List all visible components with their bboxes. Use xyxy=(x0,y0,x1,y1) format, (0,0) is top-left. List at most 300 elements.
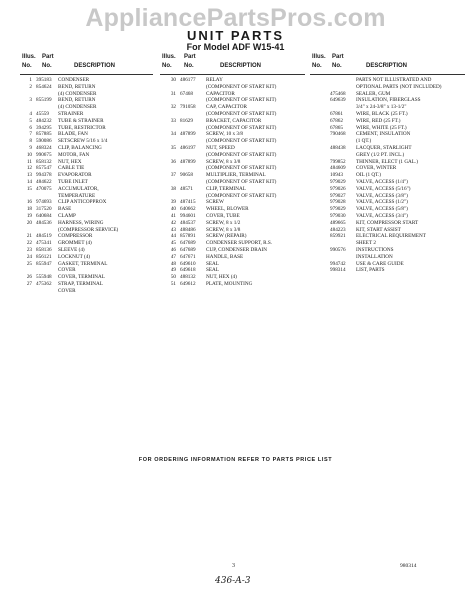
part-description: WIRE, RED (25 FT.) xyxy=(356,117,401,124)
part-number: 979030 xyxy=(330,212,346,219)
table-row xyxy=(310,247,465,254)
illus-number: 51 xyxy=(170,280,176,287)
table-row xyxy=(20,84,153,91)
part-description: CAP, CAPACITOR xyxy=(206,104,247,111)
table-row xyxy=(20,77,153,84)
part-number: 394295 xyxy=(36,124,52,131)
page-number: 3 xyxy=(232,563,235,569)
table-row xyxy=(160,77,305,84)
illus-number: 10 xyxy=(26,151,32,158)
illus-number: 49 xyxy=(170,267,176,274)
illus-number: 33 xyxy=(170,117,176,124)
table-row xyxy=(20,159,153,166)
illus-number xyxy=(310,145,330,152)
header-part: Part xyxy=(42,54,54,60)
part-description: (COMPONENT OF START KIT) xyxy=(206,192,277,199)
table-row xyxy=(160,261,305,268)
part-description: CLIP, TERMINAL xyxy=(206,185,246,192)
part-description: LACQUER, STARLIGHT xyxy=(356,144,412,151)
part-number: 649612 xyxy=(180,280,196,287)
part-description: (4) CONDENSER xyxy=(58,90,97,97)
part-description: COVER, TERMINAL xyxy=(58,274,105,281)
illus-number xyxy=(310,159,330,166)
part-description: BASE xyxy=(58,206,72,213)
illus-number xyxy=(20,193,36,200)
part-number: 647671 xyxy=(180,253,196,260)
part-description: GREY (1/2 PT. INCL.) xyxy=(356,151,405,158)
part-number xyxy=(180,138,206,145)
header-illus: Illus. xyxy=(22,54,36,60)
part-number: 649618 xyxy=(180,267,196,274)
part-description: (COMPONENT OF START KIT) xyxy=(206,165,277,172)
part-description: OPTIONAL PARTS (NOT INCLUDED) xyxy=(356,83,442,90)
table-row xyxy=(20,240,153,247)
part-number xyxy=(180,97,206,104)
illus-number xyxy=(310,91,330,98)
watermark: AppliancePartsPros.com xyxy=(85,4,386,32)
illus-number xyxy=(310,84,330,91)
part-number: 990576 xyxy=(330,246,346,253)
illus-number: 43 xyxy=(170,226,176,233)
table-row xyxy=(310,165,465,172)
illus-number xyxy=(310,193,330,200)
part-description: COMPRESSOR xyxy=(58,233,93,240)
part-description: CLAMP xyxy=(58,212,76,219)
column-header xyxy=(160,52,305,75)
table-row xyxy=(310,193,465,200)
table-row xyxy=(160,97,305,104)
table-row xyxy=(20,97,153,104)
part-number: 998314 xyxy=(330,267,346,274)
part-description: BLADE, FAN xyxy=(58,131,88,138)
part-number: 484622 xyxy=(36,178,52,185)
part-description: CEMENT, INSULATION xyxy=(356,131,411,138)
part-number: 857891 xyxy=(180,233,196,240)
table-row xyxy=(160,247,305,254)
table-row xyxy=(310,213,465,220)
part-description: RELAY xyxy=(206,77,223,83)
part-description: (COMPONENT OF START KIT) xyxy=(206,83,277,90)
part-number xyxy=(330,152,356,159)
table-row xyxy=(160,281,305,288)
illus-number: 13 xyxy=(26,172,32,179)
part-number: 484232 xyxy=(36,117,52,124)
part-description: BEND, RETURN xyxy=(58,97,96,104)
part-number: 994742 xyxy=(330,260,346,267)
part-description: PARTS NOT ILLUSTRATED AND xyxy=(356,77,432,83)
part-number: 475362 xyxy=(36,280,52,287)
table-row xyxy=(20,213,153,220)
part-description: BRACKET, CAPACITOR xyxy=(206,117,262,124)
illus-number: 45 xyxy=(170,240,176,247)
part-description: ACCUMULATOR, xyxy=(58,185,99,192)
illus-number: 16 xyxy=(26,199,32,206)
illus-number: 3 xyxy=(29,97,32,104)
part-number xyxy=(180,111,206,118)
table-row xyxy=(20,111,153,118)
part-description: SHEET 2 xyxy=(356,240,376,247)
illus-number: 2 xyxy=(29,83,32,90)
illus-number: 37 xyxy=(170,172,176,179)
document-id: 980314 xyxy=(400,563,417,569)
table-row xyxy=(310,91,465,98)
illus-number xyxy=(20,227,36,234)
part-number xyxy=(180,125,206,132)
part-number xyxy=(36,288,58,295)
part-number: 45559 xyxy=(36,110,49,117)
table-row xyxy=(160,199,305,206)
illus-number xyxy=(310,138,330,145)
illus-number: 22 xyxy=(26,240,32,247)
page-subtitle: For Model ADF W15-41 xyxy=(186,42,285,52)
table-row xyxy=(160,274,305,281)
table-row xyxy=(310,172,465,179)
illus-number: 26 xyxy=(26,274,32,281)
part-description: SCREW xyxy=(206,199,224,206)
part-number: 855199 xyxy=(36,97,52,104)
header-no: No. xyxy=(312,63,322,69)
part-number: 856121 xyxy=(36,253,52,260)
part-number: 649639 xyxy=(330,97,346,104)
illus-number xyxy=(160,179,180,186)
table-row xyxy=(310,131,465,138)
illus-number: 30 xyxy=(170,77,176,83)
table-row xyxy=(160,172,305,179)
table-row xyxy=(20,288,153,295)
illus-number: 44 xyxy=(170,233,176,240)
illus-number xyxy=(310,118,330,125)
illus-number: 24 xyxy=(26,253,32,260)
table-row xyxy=(20,281,153,288)
ordering-note: FOR ORDERING INFORMATION REFER TO PARTS PRICE LIST xyxy=(138,457,333,463)
part-number xyxy=(330,77,356,84)
illus-number: 5 xyxy=(29,117,32,124)
part-number xyxy=(330,104,356,111)
illus-number xyxy=(310,233,330,240)
table-row xyxy=(310,97,465,104)
part-number: 858136 xyxy=(36,246,52,253)
part-number: 979026 xyxy=(330,185,346,192)
part-description: VALVE, ACCESS (3/8") xyxy=(356,192,408,199)
part-description: KIT, COMPRESSOR START xyxy=(356,219,419,226)
part-description: (COMPONENT OF START KIT) xyxy=(206,110,277,117)
part-number: 487899 xyxy=(180,158,196,165)
illus-number: 42 xyxy=(170,219,176,226)
part-description: SEAL xyxy=(206,267,219,274)
table-row xyxy=(20,274,153,281)
table-row xyxy=(310,138,465,145)
part-description: (COMPONENT OF START KIT) xyxy=(206,151,277,158)
part-number: 488438 xyxy=(330,144,346,151)
column-header xyxy=(20,52,153,75)
illus-number: 41 xyxy=(170,212,176,219)
part-number xyxy=(330,254,356,261)
table-row xyxy=(160,220,305,227)
part-number: 489665 xyxy=(330,219,346,226)
illus-number: 9 xyxy=(29,144,32,151)
part-number: 48571 xyxy=(180,185,193,192)
table-row xyxy=(160,131,305,138)
illus-number: 50 xyxy=(170,274,176,281)
part-number: 974693 xyxy=(36,199,52,206)
part-description: (COMPONENT OF START KIT) xyxy=(206,178,277,185)
part-number: 317520 xyxy=(36,206,52,213)
part-description: PLATE, MOUNTING xyxy=(206,280,253,287)
illus-number: 7 xyxy=(29,131,32,138)
part-description: (1 QT.) xyxy=(356,138,372,145)
table-row xyxy=(160,104,305,111)
table-row xyxy=(160,91,305,98)
part-number: 858132 xyxy=(36,158,52,165)
part-number: 979028 xyxy=(330,199,346,206)
part-number: 640662 xyxy=(180,206,196,213)
illus-number xyxy=(160,111,180,118)
part-description: SLEEVE (4) xyxy=(58,246,85,253)
illus-number xyxy=(20,267,36,274)
header-no: No. xyxy=(162,63,172,69)
parts-list xyxy=(160,77,305,288)
illus-number: 14 xyxy=(26,178,32,185)
part-number: 10943 xyxy=(330,172,343,179)
part-description: TUBE INLET xyxy=(58,178,88,185)
table-row xyxy=(310,220,465,227)
illus-number: 4 xyxy=(29,110,32,117)
part-number: 90658 xyxy=(180,172,193,179)
illus-number xyxy=(310,165,330,172)
table-row xyxy=(160,138,305,145)
part-number: 640684 xyxy=(36,212,52,219)
table-row xyxy=(20,152,153,159)
illus-number xyxy=(310,152,330,159)
table-row xyxy=(310,240,465,247)
part-description: CONDENSER xyxy=(58,77,90,83)
part-description: SEALER, GUM xyxy=(356,90,391,97)
table-row xyxy=(310,152,465,159)
table-row xyxy=(310,104,465,111)
part-number: 994601 xyxy=(180,212,196,219)
illus-number: 12 xyxy=(26,165,32,172)
header-no-2: No. xyxy=(184,63,194,69)
part-description: GROMMET (4) xyxy=(58,240,92,247)
part-description: STRAP, TERMINAL xyxy=(58,280,103,287)
part-description: CLIP, BALANCING xyxy=(58,144,102,151)
illus-number: 19 xyxy=(26,212,32,219)
part-description: 3/4" x 24-3/8" x 13-1/2" xyxy=(356,104,407,111)
part-description: VALVE, ACCESS (5/16") xyxy=(356,185,411,192)
illus-number xyxy=(20,288,36,295)
illus-number: 40 xyxy=(170,206,176,213)
illus-number: 27 xyxy=(26,280,32,287)
table-row xyxy=(20,233,153,240)
illus-number xyxy=(310,220,330,227)
part-number: 470075 xyxy=(36,185,52,192)
table-row xyxy=(310,254,465,261)
table-row xyxy=(160,159,305,166)
table-row xyxy=(310,233,465,240)
illus-number xyxy=(310,77,330,84)
part-number: 488132 xyxy=(180,274,196,281)
illus-number xyxy=(310,213,330,220)
table-row xyxy=(160,152,305,159)
part-description: LOCKNUT (4) xyxy=(58,253,91,260)
table-row xyxy=(310,77,465,84)
illus-number: 1 xyxy=(29,77,32,83)
part-number: 475341 xyxy=(36,240,52,247)
table-row xyxy=(20,193,153,200)
table-row xyxy=(20,179,153,186)
table-row xyxy=(160,186,305,193)
illus-number: 31 xyxy=(170,90,176,97)
part-description: SCREW, 8 x 3/8 xyxy=(206,158,241,165)
part-description: COVER, WINTER xyxy=(356,165,397,172)
table-row xyxy=(20,254,153,261)
table-row xyxy=(160,84,305,91)
table-row xyxy=(160,145,305,152)
part-number: 857885 xyxy=(36,131,52,138)
part-number: 979027 xyxy=(330,192,346,199)
table-row xyxy=(20,138,153,145)
part-description: CLIP ANTICOPPROX xyxy=(58,199,107,206)
table-row xyxy=(310,199,465,206)
illus-number xyxy=(160,125,180,132)
part-description: CONDENSER SUPPORT, R.S. xyxy=(206,240,273,247)
table-row xyxy=(310,261,465,268)
part-number: 395183 xyxy=(36,77,52,83)
table-row xyxy=(20,131,153,138)
illus-number xyxy=(160,152,180,159)
illus-number: 47 xyxy=(170,253,176,260)
parts-column-1 xyxy=(20,52,153,295)
illus-number xyxy=(310,97,330,104)
illus-number: 34 xyxy=(170,131,176,138)
part-description: TUBE & STRAINER xyxy=(58,117,104,124)
part-number xyxy=(330,138,356,145)
part-number: 990675 xyxy=(36,151,52,158)
parts-column-3 xyxy=(310,52,465,274)
part-description: OIL (1 QT.) xyxy=(356,172,381,179)
illus-number xyxy=(310,186,330,193)
part-number: 67862 xyxy=(330,117,343,124)
part-number: 647689 xyxy=(180,240,196,247)
part-description: HANDLE, BASE xyxy=(206,253,244,260)
part-description: TUBE, RESTRICTOR xyxy=(58,124,106,131)
part-description: SCREW, 10 x 3/8 xyxy=(206,131,243,138)
illus-number xyxy=(20,104,36,111)
part-number: 857547 xyxy=(36,165,52,172)
illus-number xyxy=(310,125,330,132)
table-row xyxy=(20,104,153,111)
illus-number: 18 xyxy=(26,206,32,213)
table-row xyxy=(310,206,465,213)
table-row xyxy=(20,199,153,206)
part-description: COVER, TUBE xyxy=(206,212,240,219)
part-description: SEAL xyxy=(206,260,219,267)
part-description: USE & CARE GUIDE xyxy=(356,260,404,267)
table-row xyxy=(20,206,153,213)
illus-number: 8 xyxy=(29,138,32,145)
table-row xyxy=(20,227,153,234)
illus-number xyxy=(310,172,330,179)
part-number: 487899 xyxy=(180,131,196,138)
illus-number xyxy=(310,104,330,111)
table-row xyxy=(310,186,465,193)
part-description: WIRE, BLACK (25 FT.) xyxy=(356,110,408,117)
table-row xyxy=(310,125,465,132)
header-part: Part xyxy=(332,54,344,60)
part-number: 81629 xyxy=(180,117,193,124)
illus-number xyxy=(310,254,330,261)
table-row xyxy=(310,227,465,234)
table-row xyxy=(160,254,305,261)
header-description: DESCRIPTION xyxy=(366,63,408,69)
part-description: MOTOR, FAN xyxy=(58,151,90,158)
table-row xyxy=(20,247,153,254)
table-row xyxy=(160,227,305,234)
illus-number: 25 xyxy=(26,260,32,267)
part-number: 487415 xyxy=(180,199,196,206)
part-number: 859921 xyxy=(330,233,346,240)
part-number: 468324 xyxy=(36,144,52,151)
illus-number xyxy=(310,131,330,138)
part-description: (COMPONENT OF START KIT) xyxy=(206,124,277,131)
part-number: 486177 xyxy=(180,77,196,83)
table-row xyxy=(160,267,305,274)
illus-number: 20 xyxy=(26,219,32,226)
illus-number xyxy=(310,179,330,186)
header-illus: Illus. xyxy=(162,54,176,60)
part-number xyxy=(36,91,58,98)
part-description: NUT, HEX xyxy=(58,158,82,165)
illus-number: 39 xyxy=(170,199,176,206)
part-description: CABLE TIE xyxy=(58,165,85,172)
part-description: MULTIPLIER, TERMINAL xyxy=(206,172,266,179)
part-number: 484537 xyxy=(180,219,196,226)
part-number: 994378 xyxy=(36,172,52,179)
part-description: EVAPORATOR xyxy=(58,172,92,179)
table-row xyxy=(160,193,305,200)
illus-number: 46 xyxy=(170,246,176,253)
illus-number xyxy=(160,97,180,104)
part-number: 486197 xyxy=(180,144,196,151)
parts-list xyxy=(20,77,153,295)
part-number: 979029 xyxy=(330,206,346,213)
part-description: VALVE, ACCESS (1/4") xyxy=(356,178,408,185)
parts-column-2 xyxy=(160,52,305,288)
part-number: 799852 xyxy=(330,158,346,165)
table-row xyxy=(160,111,305,118)
part-description: LIST, PARTS xyxy=(356,267,385,274)
table-row xyxy=(20,118,153,125)
part-description: (4) CONDENSER xyxy=(58,104,97,111)
table-row xyxy=(160,165,305,172)
header-description: DESCRIPTION xyxy=(74,63,116,69)
table-row xyxy=(20,267,153,274)
part-description: NUT, HEX (4) xyxy=(206,274,237,281)
part-description: KIT, START ASSIST xyxy=(356,226,401,233)
part-number: 555948 xyxy=(36,274,52,281)
header-part: Part xyxy=(184,54,196,60)
part-description: (COMPONENT OF START KIT) xyxy=(206,138,277,145)
table-row xyxy=(310,111,465,118)
illus-number: 35 xyxy=(170,144,176,151)
part-description: HARNESS, WIRING xyxy=(58,219,104,226)
part-number xyxy=(36,193,58,200)
table-row xyxy=(20,220,153,227)
illus-number xyxy=(310,267,330,274)
part-number: 484519 xyxy=(36,233,52,240)
part-description: INSULATION, FIBERGLASS xyxy=(356,97,421,104)
part-description: (COMPRESSOR SERVICE) xyxy=(58,226,119,233)
